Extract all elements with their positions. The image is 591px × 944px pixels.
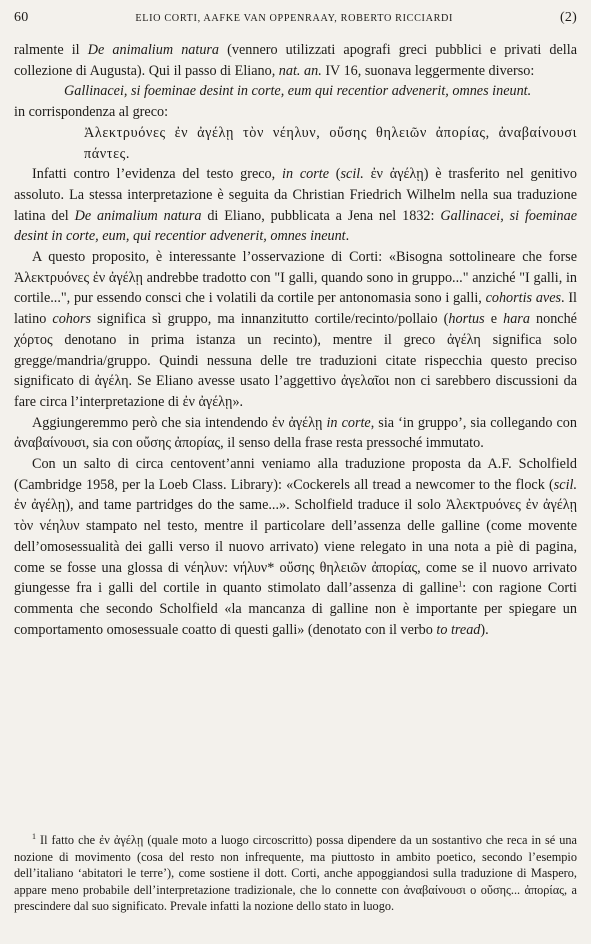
footnotes (14, 832, 577, 915)
page-number: 60 (14, 10, 29, 25)
footnote: $^1$ Il fatto che ἐν ἀγέλῃ (quale moto a luogo circoscritto) possa dipendere da un sostantivo che reca in sé una nozione di movimento (cosa del resto non infrequente, ma piuttosto in ambito poetico, secondo l’esempio dell’italiano ‘abitatori le terre’), come sostiene il dott. Corti, anche appoggiandosi sulla traduzione di Maspero, appare meno probabile dell’interpretazione tradizionale, che lo connette con ἀναβαίνουσι o οὔσης... ἀπορίας, a prescindere dal suo significato. Prevale infatti la nozione dello stato in luogo. (14, 831, 577, 914)
paragraph: ralmente il De animalium natura (vennero utilizzati apografi greci pubblici e privati della collezione di Augusta). Qui il passo di Eliano, nat. an. IV 16, suonava leggermente diverso: (14, 42, 577, 79)
running-title: ELIO CORTI, AAFKE VAN OPPENRAAY, ROBERTO RICCIARDI (135, 13, 454, 24)
paragraph: in corrispondenza al greco: (14, 104, 169, 121)
footnote-reference[interactable]: 1 (458, 579, 463, 589)
page (14, 10, 577, 640)
footnote-marker: 1 (32, 831, 36, 841)
latin-quote: Gallinacei, si foeminae desint in corte, eum qui recentior advenerit, omnes ineunt. (64, 83, 532, 100)
paragraph: Con un salto di circa centovent’anni veniamo alla traduzione proposta da A.F. Scholfield (Cambridge 1958, per la Loeb Class. Library): «Cockerels all tread a newcomer to the flock (scil. ἐν ἀγέλῃ), and tame partridges do the same...». Scholfield traduce il solo Ἀλεκτρυόνες ἐν ἀγέλῃ τὸν νέηλυν stampato nel testo, mentre il particolare dell’assenza delle galline (come movente dell’omosessualità dei galli verso il nuovo arrivato) viene relegato in una nota a piè di pagina, come se fosse una glossa di νέηλυν: νήλυν* οὔσης θηλειῶν ἀπορίας, come se il nuovo arrivato giungesse fra i galli del cortile in quanto stimolato dall’assenza di galline$^1$: con ragione Corti commenta che secondo Scholfield «la mancanza di galline non è importante per spiegare un comportamento omosessuale coatto di questi galli» (denotato con il verbo to tread). (14, 456, 577, 638)
paragraph: A questo proposito, è interessante l’osservazione di Corti: «Bisogna sottolineare che forse Ἀλεκτρυόνες ἐν ἀγέλῃ andrebbe tradotto con "I galli, quando sono in gruppo..." anziché "I galli, in cortile...", pur essendo consci che i volatili da cortile per antonomasia sono i galli, cohortis aves. Il latino cohors significa sì gruppo, ma innanzitutto cortile/recinto/pollaio (hortus e hara nonché χόρτος denotano in prima istanza un recinto), mentre il greco ἀγέλη significa solo gregge/mandria/gruppo. Quindi nessuna delle tre traduzioni citate rispecchia questo preciso significato di ἀγέλη. Se Eliano avesse usato l’aggettivo ἀγελαῖοι non ci sarebbero discussioni da fare circa l’interpretazione di ἐν ἀγέλῃ». (14, 249, 577, 410)
body-text (14, 40, 577, 640)
paragraph: Aggiungeremmo però che sia intendendo ἐν ἀγέλῃ in corte, sia ‘in gruppo’, sia collegando con ἀναβαίνουσι, sia con οὔσης ἀπορίας, il senso della frase resta pressoché immutato. (14, 414, 577, 452)
section-number: (2) (560, 10, 577, 25)
paragraph: Infatti contro l’evidenza del testo greco, in corte (scil. ἐν ἀγέλῃ) è trasferito nel genitivo assoluto. La stessa interpretazione è seguita da Christian Friedrich Wilhelm nella sua traduzione latina del De animalium natura di Eliano, pubblicata a Jena nel 1832: Gallinacei, si foeminae desint in corte, eum, qui recentior advenerit, omnes ineunt. (14, 166, 577, 245)
greek-quote: Ἀλεκτρυόνες ἐν ἀγέλῃ τὸν νέηλυν, οὔσης θηλειῶν ἀπορίας, ἀναβαίνουσι πάντες. (84, 124, 577, 162)
running-head (14, 10, 577, 32)
